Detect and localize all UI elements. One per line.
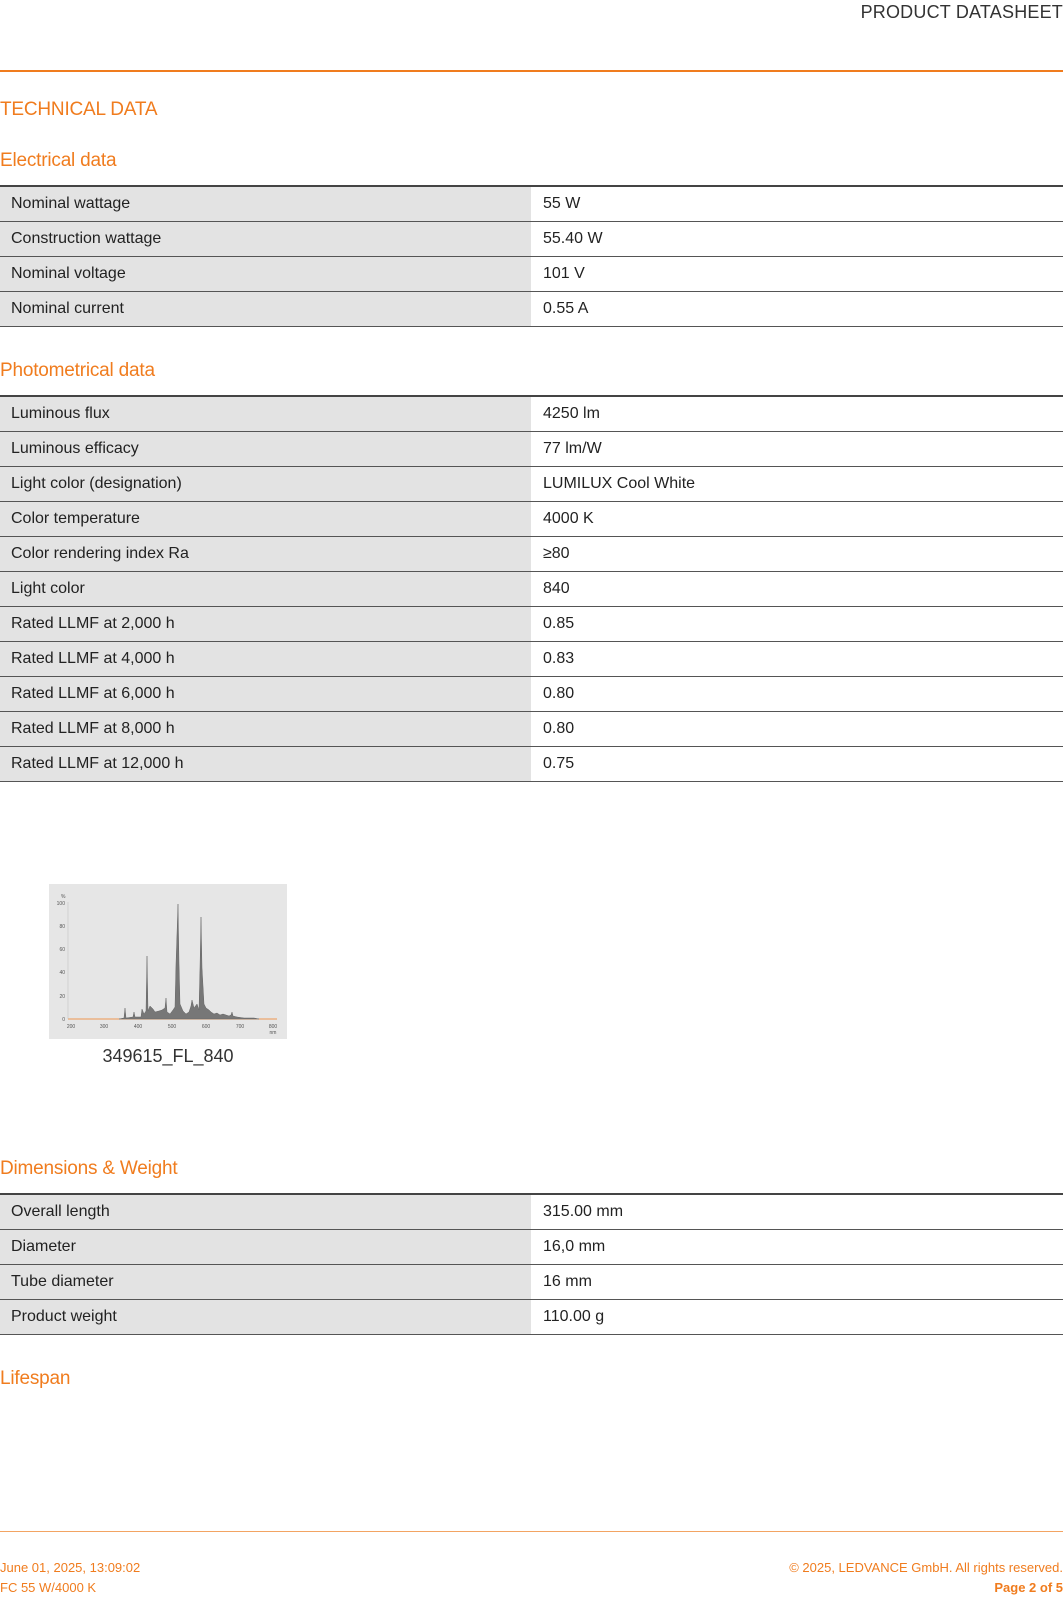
row-label: Nominal voltage bbox=[0, 256, 531, 291]
row-value: ≥80 bbox=[531, 536, 1063, 571]
footer-datetime: June 01, 2025, 13:09:02 bbox=[0, 1560, 141, 1575]
row-label: Luminous flux bbox=[0, 396, 531, 431]
x-tick-label: 400 bbox=[133, 1024, 143, 1030]
x-unit-label: nm bbox=[269, 1030, 277, 1036]
row-label: Light color (designation) bbox=[0, 466, 531, 501]
y-tick-label: 100 bbox=[56, 901, 65, 907]
row-value: 0.75 bbox=[531, 746, 1063, 781]
table-row bbox=[0, 431, 1063, 466]
spectral-distribution-image bbox=[49, 884, 287, 1039]
y-tick-label: 60 bbox=[59, 947, 65, 953]
row-label: Rated LLMF at 4,000 h bbox=[0, 641, 531, 676]
electrical-data-table bbox=[0, 185, 1063, 327]
row-value: 16,0 mm bbox=[531, 1229, 1063, 1264]
table-row bbox=[0, 256, 1063, 291]
row-label: Diameter bbox=[0, 1229, 531, 1264]
row-value: 840 bbox=[531, 571, 1063, 606]
spectrum-curve bbox=[119, 904, 259, 1019]
technical-data-heading: TECHNICAL DATA bbox=[0, 99, 158, 120]
x-tick-label: 200 bbox=[66, 1024, 76, 1030]
row-value: 0.83 bbox=[531, 641, 1063, 676]
y-tick-label: 0 bbox=[62, 1017, 65, 1023]
row-value: 4000 K bbox=[531, 501, 1063, 536]
x-tick-label: 600 bbox=[201, 1024, 211, 1030]
table-row bbox=[0, 1299, 1063, 1334]
row-value: 16 mm bbox=[531, 1264, 1063, 1299]
row-label: Construction wattage bbox=[0, 221, 531, 256]
row-value: 0.80 bbox=[531, 676, 1063, 711]
table-row bbox=[0, 571, 1063, 606]
electrical-data-heading: Electrical data bbox=[0, 150, 117, 171]
row-label: Nominal current bbox=[0, 291, 531, 326]
footer-copyright: © 2025, LEDVANCE GmbH. All rights reserved. bbox=[789, 1560, 1063, 1575]
row-value: 315.00 mm bbox=[531, 1194, 1063, 1229]
row-label: Tube diameter bbox=[0, 1264, 531, 1299]
lifespan-heading: Lifespan bbox=[0, 1368, 71, 1389]
row-label: Rated LLMF at 2,000 h bbox=[0, 606, 531, 641]
row-value: 0.80 bbox=[531, 711, 1063, 746]
table-row bbox=[0, 711, 1063, 746]
row-label: Color rendering index Ra bbox=[0, 536, 531, 571]
table-row bbox=[0, 676, 1063, 711]
spectrum-image-caption: 349615_FL_840 bbox=[102, 1046, 234, 1066]
table-row bbox=[0, 501, 1063, 536]
table-row bbox=[0, 1264, 1063, 1299]
row-label: Rated LLMF at 8,000 h bbox=[0, 711, 531, 746]
table-row bbox=[0, 186, 1063, 221]
spectrum-chart bbox=[49, 884, 287, 1039]
row-value: LUMILUX Cool White bbox=[531, 466, 1063, 501]
row-label: Overall length bbox=[0, 1194, 531, 1229]
x-tick-label: 300 bbox=[99, 1024, 109, 1030]
table-row bbox=[0, 291, 1063, 326]
footer-page-number: Page 2 of 5 bbox=[994, 1580, 1063, 1595]
row-label: Luminous efficacy bbox=[0, 431, 531, 466]
table-row bbox=[0, 606, 1063, 641]
row-value: 55.40 W bbox=[531, 221, 1063, 256]
photometrical-data-heading: Photometrical data bbox=[0, 360, 155, 381]
row-label: Product weight bbox=[0, 1299, 531, 1334]
datasheet-header-title: PRODUCT DATASHEET bbox=[860, 2, 1063, 22]
dimensions-weight-heading: Dimensions & Weight bbox=[0, 1158, 178, 1179]
y-tick-label: 80 bbox=[59, 924, 65, 930]
row-label: Color temperature bbox=[0, 501, 531, 536]
header-divider bbox=[0, 70, 1063, 72]
row-value: 55 W bbox=[531, 186, 1063, 221]
footer-product-name: FC 55 W/4000 K bbox=[0, 1580, 97, 1595]
row-value: 0.55 A bbox=[531, 291, 1063, 326]
row-label: Rated LLMF at 12,000 h bbox=[0, 746, 531, 781]
row-label: Nominal wattage bbox=[0, 186, 531, 221]
y-unit-label: % bbox=[61, 894, 66, 900]
table-row bbox=[0, 221, 1063, 256]
row-value: 77 lm/W bbox=[531, 431, 1063, 466]
row-label: Rated LLMF at 6,000 h bbox=[0, 676, 531, 711]
footer-divider bbox=[0, 1531, 1063, 1532]
photometrical-data-table bbox=[0, 395, 1063, 782]
row-value: 110.00 g bbox=[531, 1299, 1063, 1334]
table-row bbox=[0, 641, 1063, 676]
row-label: Light color bbox=[0, 571, 531, 606]
table-row bbox=[0, 536, 1063, 571]
x-tick-label: 700 bbox=[235, 1024, 245, 1030]
x-tick-label: 500 bbox=[167, 1024, 177, 1030]
table-row bbox=[0, 466, 1063, 501]
y-tick-label: 20 bbox=[59, 994, 65, 1000]
x-tick-label: 800 bbox=[268, 1024, 278, 1030]
dimensions-weight-table bbox=[0, 1193, 1063, 1335]
row-value: 4250 lm bbox=[531, 396, 1063, 431]
table-row bbox=[0, 1229, 1063, 1264]
row-value: 0.85 bbox=[531, 606, 1063, 641]
row-value: 101 V bbox=[531, 256, 1063, 291]
y-tick-label: 40 bbox=[59, 970, 65, 976]
table-row bbox=[0, 396, 1063, 431]
table-row bbox=[0, 746, 1063, 781]
table-row bbox=[0, 1194, 1063, 1229]
